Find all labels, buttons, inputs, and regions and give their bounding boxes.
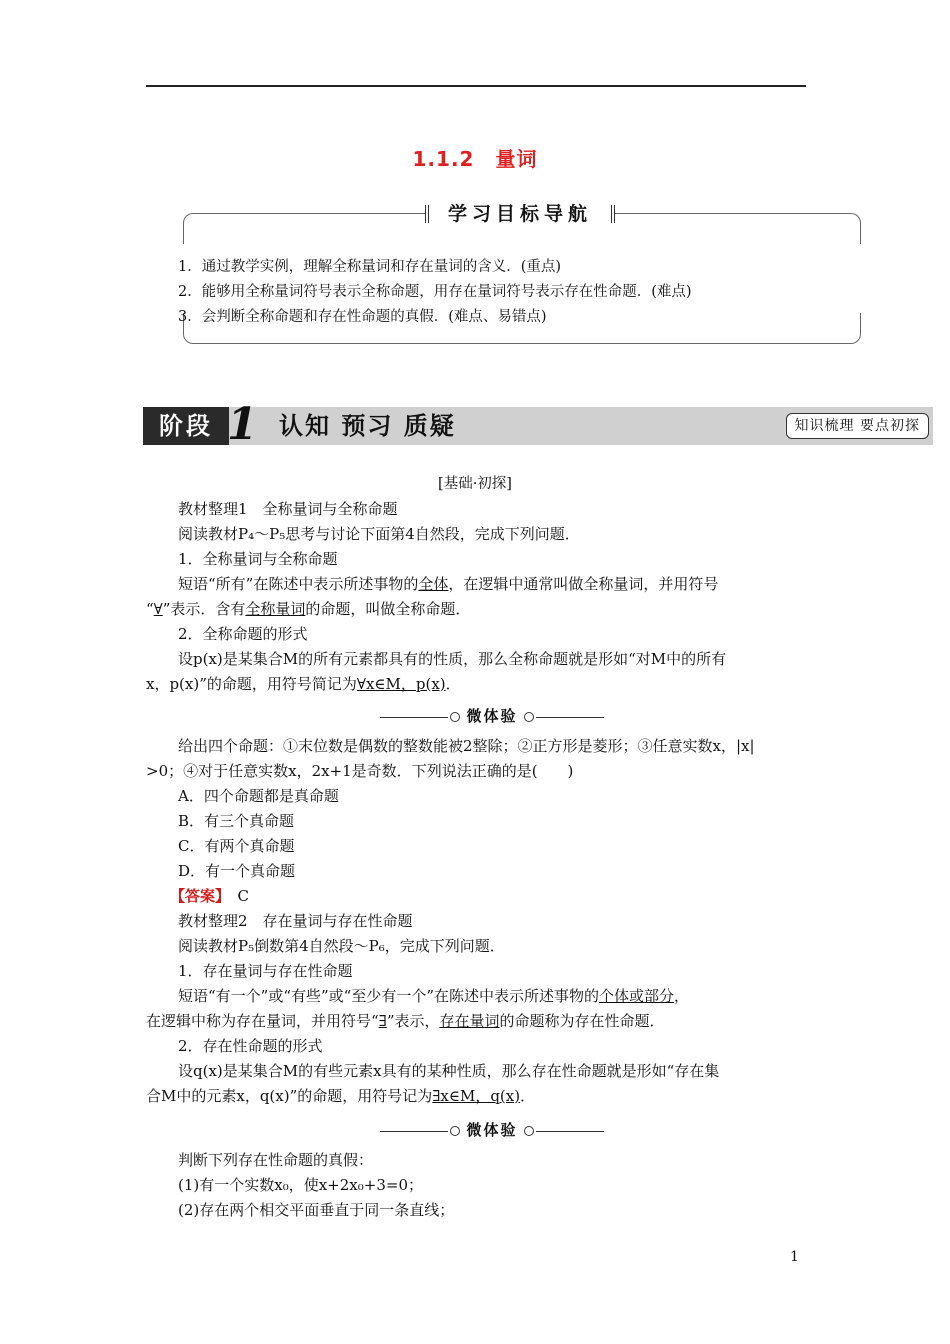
micro-experience-divider <box>380 707 604 727</box>
part2-para2: 在逻辑中称为存在量词，并用符号“∃”表示，存在量词的命题称为存在性命题． <box>146 1012 665 1030</box>
exercise1-line1: 给出四个命题：①末位数是偶数的整数能被2整除；②正方形是菱形；③任意实数x，|x| <box>178 737 755 755</box>
part2-para1: 短语“有一个”或“有些”或“至少有一个”在陈述中表示所述事物的个体或部分， <box>178 987 690 1005</box>
part1-para2: “∀”表示．含有全称量词的命题，叫做全称命题． <box>146 600 471 618</box>
part1-para3: 设p(x)是某集合M的所有元素都具有的性质，那么全称命题就是形如“对M中的所有 <box>178 650 727 668</box>
goal-item: 2．能够用全称量词符号表示全称命题，用存在量词符号表示存在性命题．(难点) <box>178 284 692 300</box>
exercise1-answer: 【答案】 C <box>170 887 250 905</box>
goals-heading: 学习目标导航 <box>425 200 615 228</box>
exercise1-option: A．四个命题都是真命题 <box>178 787 339 805</box>
micro-experience-label: 微体验 <box>466 1121 518 1139</box>
part2-para3: 设q(x)是某集合M的有些元素x具有的某种性质，那么存在性命题就是形如“存在集 <box>178 1062 720 1080</box>
part1-sub2: 2．全称命题的形式 <box>178 625 308 643</box>
part1-para1: 短语“所有”在陈述中表示所述事物的全体，在逻辑中通常叫做全称量词，并用符号 <box>178 575 719 593</box>
part2-heading: 教材整理2 存在量词与存在性命题 <box>178 912 413 930</box>
part1-sub1: 1．全称量词与全称命题 <box>178 550 338 568</box>
header-rule <box>146 85 806 87</box>
micro-experience-divider <box>380 1121 604 1141</box>
part2-read: 阅读教材P₅倒数第4自然段～P₆，完成下列问题． <box>178 937 505 955</box>
micro-experience-label: 微体验 <box>466 707 518 725</box>
page-number: 1 <box>790 1249 799 1265</box>
stage-label: 阶段 <box>143 407 229 445</box>
exercise1-option: B．有三个真命题 <box>178 812 295 830</box>
page-title: 1.1.2 量词 <box>412 147 538 171</box>
exercise1-option: D．有一个真命题 <box>178 862 296 880</box>
goal-item: 3．会判断全称命题和存在性命题的真假．(难点、易错点) <box>178 309 547 325</box>
part1-para4: x，p(x)”的命题，用符号简记为∀x∈M，p(x)． <box>146 675 461 693</box>
part2-sub1: 1．存在量词与存在性命题 <box>178 962 353 980</box>
stage-title: 认知 预习 质疑 <box>279 412 456 440</box>
stage-tag: 知识梳理 要点初探 <box>786 413 929 439</box>
exercise1-line2: >0；④对于任意实数x，2x+1是奇数．下列说法正确的是( ) <box>146 762 574 780</box>
part2-para4: 合M中的元素x，q(x)”的命题，用符号记为∃x∈M，q(x)． <box>146 1087 536 1105</box>
stage-banner <box>143 399 933 450</box>
goal-item: 1．通过教学实例，理解全称量词和存在量词的含义．(重点) <box>178 259 562 275</box>
exercise1-option: C．有两个真命题 <box>178 837 295 855</box>
part1-read: 阅读教材P₄～P₅思考与讨论下面第4自然段，完成下列问题． <box>178 525 580 543</box>
part2-sub2: 2．存在性命题的形式 <box>178 1037 323 1055</box>
exercise2-item: (2)存在两个相交平面垂直于同一条直线； <box>178 1201 455 1219</box>
stage-number: 1 <box>227 399 258 450</box>
exercise2-item: (1)有一个实数x₀，使x+2x₀+3=0； <box>178 1176 423 1194</box>
part1-heading: 教材整理1 全称量词与全称命题 <box>178 500 398 518</box>
exercise2-intro: 判断下列存在性命题的真假： <box>178 1151 374 1169</box>
section-label: [基础·初探] <box>438 476 512 492</box>
